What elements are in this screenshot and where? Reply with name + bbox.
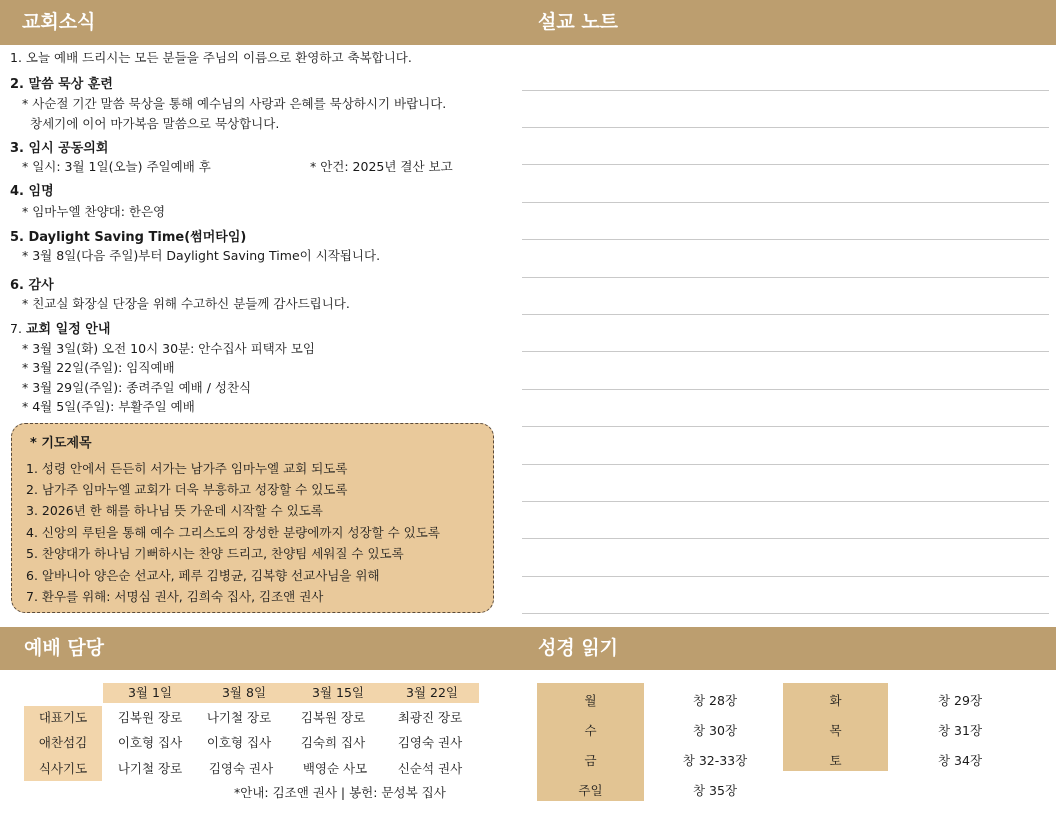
news-item-2-heading: 2. 말씀 묵상 훈련 [10,77,113,92]
duty-cell: 나기철 장로 [117,761,183,776]
prayer-item-5: 5. 찬양대가 하나님 기뻐하시는 찬양 드리고, 찬양팀 세워질 수 있도록 [26,546,404,561]
duty-cell: 김복원 장로 [300,710,366,725]
news-item-7-line-3: * 3월 29일(주일): 종려주일 예배 / 성찬식 [22,380,252,395]
reading-day-mon: 월 [584,693,597,708]
prayer-item-3: 3. 2026년 한 해를 하나님 뜻 가운데 시작할 수 있도록 [26,503,323,518]
news-item-7-line-1: * 3월 3일(화) 오전 10시 30분: 안수집사 피택자 모임 [22,341,315,356]
duty-role-3: 식사기도 [38,761,88,776]
duty-date-2: 3월 8일 [221,685,267,700]
news-item-5-line-1: * 3월 8일(다음 주일)부터 Daylight Saving Time이 시작됩니다. [22,248,381,263]
news-item-4-line-1: * 임마누엘 찬양대: 한은영 [22,204,166,219]
bottom-header-band [0,627,1056,670]
note-line [522,576,1049,577]
note-line [522,239,1049,240]
note-line [522,314,1049,315]
reading-chapter-mon: 창 28장 [692,693,738,708]
news-item-3-heading: 3. 임시 공동의회 [10,141,109,156]
note-line [522,613,1049,614]
duty-cell: 이호형 집사 [117,735,183,750]
news-item-7-heading: 교회 일정 안내 [26,322,111,337]
worship-duty-title: 예배 담당 [24,637,105,659]
duty-cell: 김영숙 권사 [397,735,463,750]
note-line [522,501,1049,502]
note-line [522,202,1049,203]
prayer-item-4: 4. 신앙의 루틴을 통해 예수 그리스도의 장성한 분량에까지 성장할 수 있도록 [26,525,440,540]
duty-cell: 백영순 사모 [302,761,368,776]
news-item-5-heading: 5. Daylight Saving Time(썸머타임) [10,230,247,245]
duty-cell: 김숙희 집사 [300,735,366,750]
note-line [522,389,1049,390]
duty-date-3: 3월 15일 [312,685,364,700]
news-item-3-line-1: * 일시: 3월 1일(오늘) 주일예배 후 [22,159,211,174]
news-item-2-line-2: 창세기에 이어 마가복음 말씀으로 묵상합니다. [30,116,280,131]
reading-day-tue: 화 [829,693,842,708]
reading-chapter-tue: 창 29장 [937,693,983,708]
news-title: 교회소식 [22,11,96,33]
note-line [522,164,1049,165]
note-line [522,464,1049,465]
reading-chapter-sat: 창 34장 [937,753,983,768]
duty-cell: 김복원 장로 [117,710,183,725]
news-item-6-line-1: * 친교실 화장실 단장을 위해 수고하신 분들께 감사드립니다. [22,296,350,311]
reading-day-fri: 금 [584,753,597,768]
prayer-title: * 기도제목 [30,436,92,451]
news-item-2-line-1: * 사순절 기간 말씀 묵상을 통해 예수님의 사랑과 은혜를 묵상하시기 바랍니다. [22,96,447,111]
reading-day-wed: 수 [584,723,597,738]
sermon-notes-title: 설교 노트 [538,11,619,33]
duty-date-4: 3월 22일 [406,685,458,700]
bible-reading-title: 성경 읽기 [538,637,619,659]
note-line [522,90,1049,91]
duty-cell: 최광진 장로 [397,710,463,725]
prayer-item-6: 6. 알바니아 양은순 선교사, 페루 김병균, 김복향 선교사님을 위해 [26,568,380,583]
news-item-6-heading: 6. 감사 [10,278,54,293]
top-header-band [0,0,1056,45]
duty-cell: 이호형 집사 [206,735,272,750]
news-item-7-line-2: * 3월 22일(주일): 임직예배 [22,360,175,375]
news-item-1: 1. 오늘 예배 드리시는 모든 분들을 주님의 이름으로 환영하고 축복합니다. [10,50,412,65]
note-line [522,538,1049,539]
note-line [522,426,1049,427]
note-line [522,127,1049,128]
duty-role-2: 애찬섬김 [38,735,88,750]
note-line [522,277,1049,278]
reading-day-thu: 목 [829,723,842,738]
reading-chapter-fri: 창 32-33장 [682,753,748,768]
duty-cell: 나기철 장로 [206,710,272,725]
prayer-item-2: 2. 남가주 임마누엘 교회가 더욱 부흥하고 성장할 수 있도록 [26,482,348,497]
reading-day-sun: 주일 [578,783,603,798]
duty-cell: 김영숙 권사 [208,761,274,776]
news-item-3-extra: * 안건: 2025년 결산 보고 [310,159,453,174]
prayer-item-7: 7. 환우를 위해: 서명심 권사, 김희숙 집사, 김조앤 권사 [26,589,324,604]
news-item-7-number: 7. [10,321,22,336]
reading-chapter-wed: 창 30장 [692,723,738,738]
duty-cell: 신순석 권사 [397,761,463,776]
duty-role-1: 대표기도 [38,710,88,725]
reading-chapter-sun: 창 35장 [692,783,738,798]
duty-footer-note: *안내: 김조앤 권사 | 봉헌: 문성복 집사 [234,785,446,800]
news-item-4-heading: 4. 임명 [10,184,54,199]
reading-day-sat: 토 [829,753,842,768]
reading-chapter-thu: 창 31장 [937,723,983,738]
note-line [522,351,1049,352]
duty-date-1: 3월 1일 [127,685,173,700]
prayer-box [11,423,494,613]
prayer-item-1: 1. 성령 안에서 든든히 서가는 남가주 임마누엘 교회 되도록 [26,461,348,476]
news-item-7-line-4: * 4월 5일(주일): 부활주일 예배 [22,399,195,414]
